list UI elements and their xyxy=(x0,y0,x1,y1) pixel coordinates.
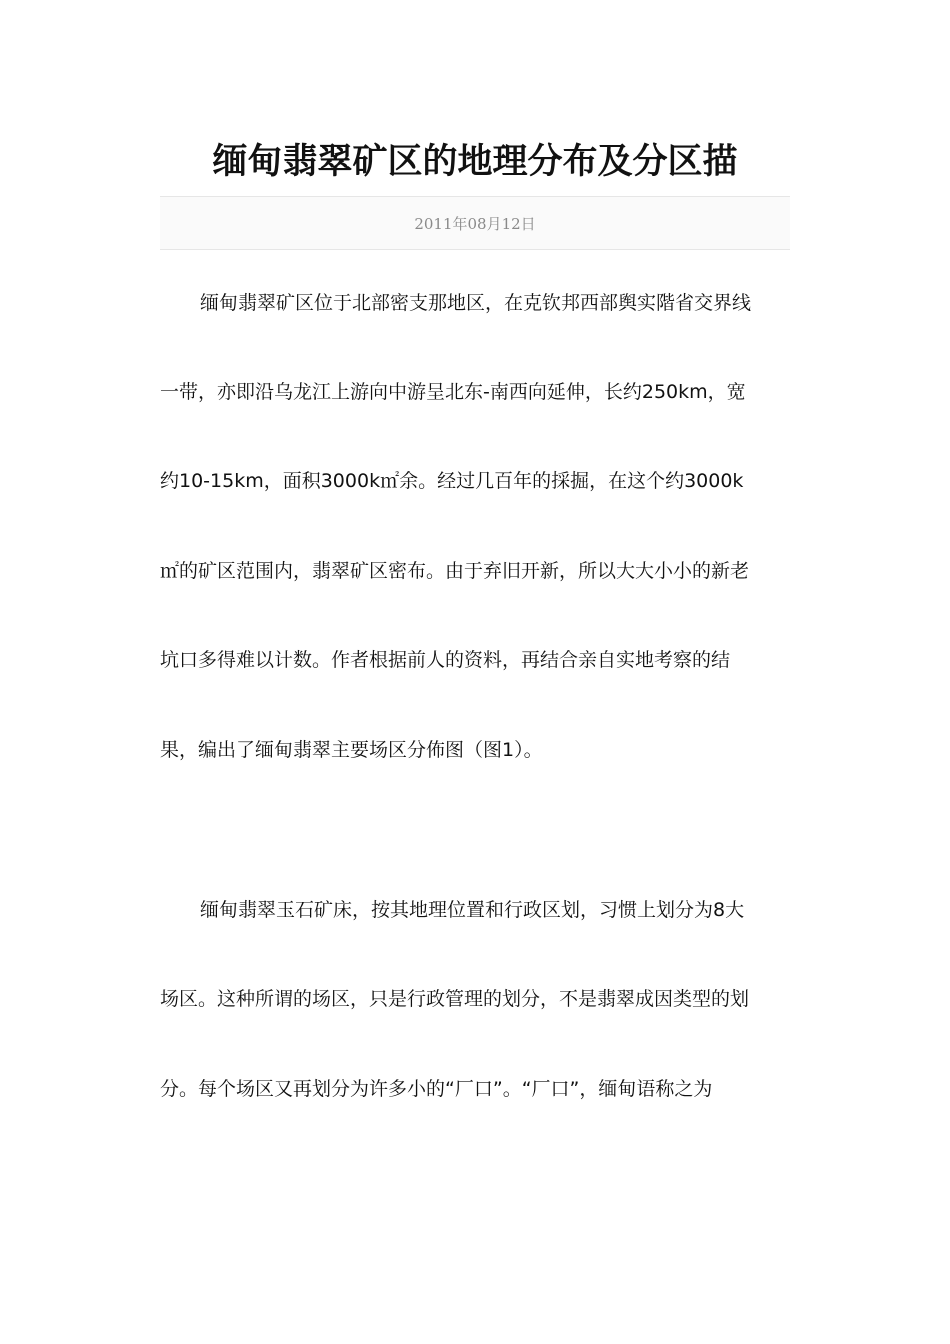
paragraph-line: ㎡的矿区范围内，翡翠矿区密布。由于弃旧开新，所以大大小小的新老 xyxy=(160,560,750,582)
date-bar xyxy=(160,196,790,250)
paragraph-line: 场区。这种所谓的场区，只是行政管理的划分，不是翡翠成因类型的划 xyxy=(160,988,750,1010)
article-title: 缅甸翡翠矿区的地理分布及分区描 xyxy=(212,141,738,182)
paragraph-line: 缅甸翡翠矿区位于北部密支那地区，在克钦邦西部舆实階省交界线 xyxy=(200,292,752,314)
paragraph-line: 约10-15km，面积3000k㎡余。经过几百年的採掘，在这个约3000k xyxy=(160,470,744,492)
paragraph-line: 一带，亦即沿乌龙江上游向中游呈北东-南西向延伸，长约250km，宽 xyxy=(160,381,746,403)
publish-date: 2011年08月12日 xyxy=(414,214,536,233)
paragraph-line: 坑口多得难以计数。作者根据前人的资料，再结合亲自实地考察的结 xyxy=(160,649,731,671)
paragraph-line: 缅甸翡翠玉石矿床，按其地理位置和行政区划，习惯上划分为8大 xyxy=(200,899,745,921)
paragraph-line: 果，编出了缅甸翡翠主要场区分佈图（图1）。 xyxy=(160,739,543,761)
paragraph-line: 分。每个场区又再划分为许多小的“厂口”。“厂口”，缅甸语称之为 xyxy=(160,1078,713,1100)
